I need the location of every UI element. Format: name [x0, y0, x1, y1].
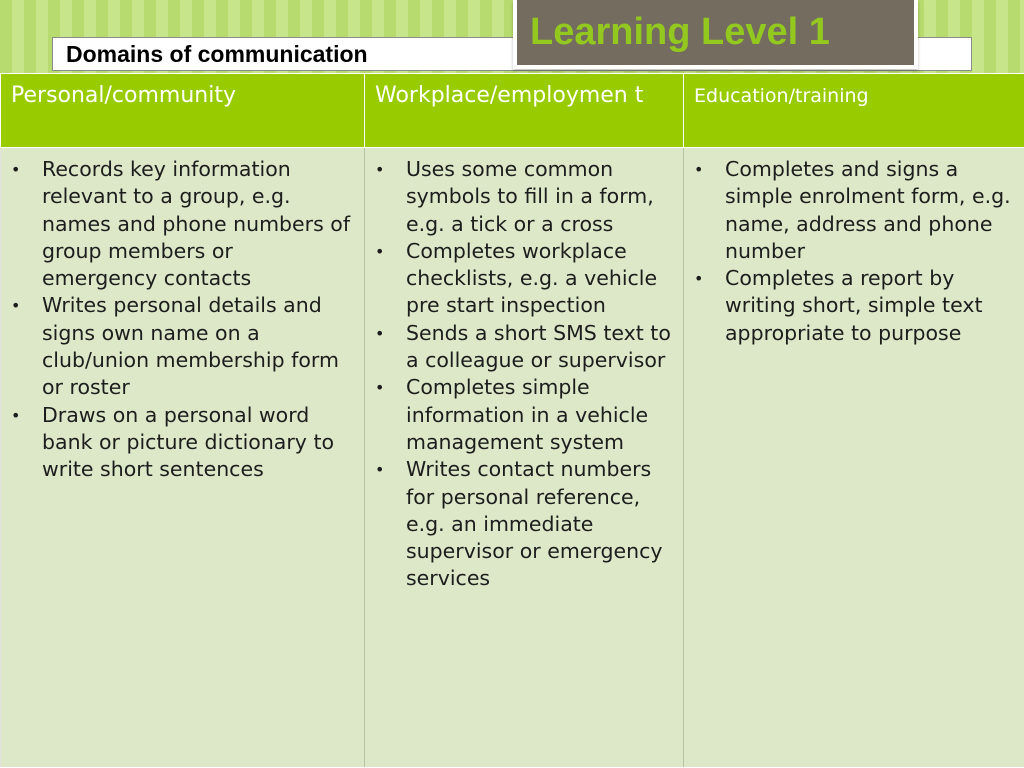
bullet-list-personal [9, 156, 354, 484]
bullet-list-education [692, 156, 1014, 347]
cell-education-training [684, 148, 1024, 768]
slide-subtitle: Domains of communication [66, 41, 368, 67]
list-item: • Uses some common symbols to fill in a form, e.g. a tick or a cross [373, 156, 673, 238]
header-education-training: Education/training [684, 74, 1024, 148]
table-header-row [1, 74, 1024, 148]
list-item: • Writes contact numbers for personal reference, e.g. an immediate supervisor or emergency services [373, 456, 673, 592]
slide-title: Learning Level 1 [530, 11, 830, 53]
cell-personal-community [1, 148, 365, 768]
cell-workplace-employment [365, 148, 684, 768]
domains-table [0, 73, 1024, 768]
list-item: • Completes and signs a simple enrolment form, e.g. name, address and phone number [692, 156, 1014, 265]
list-item: • Sends a short SMS text to a colleague or supervisor [373, 320, 673, 375]
table-row [1, 148, 1024, 768]
list-item: • Writes personal details and signs own name on a club/union membership form or roster [9, 292, 354, 401]
list-item: • Completes simple information in a vehicle management system [373, 374, 673, 456]
list-item: • Records key information relevant to a group, e.g. names and phone numbers of group members or emergency contacts [9, 156, 354, 292]
list-item: • Completes workplace checklists, e.g. a vehicle pre start inspection [373, 238, 673, 320]
list-item: • Draws on a personal word bank or picture dictionary to write short sentences [9, 402, 354, 484]
list-item: • Completes a report by writing short, simple text appropriate to purpose [692, 265, 1014, 347]
header-personal-community: Personal/community [1, 74, 365, 148]
header-workplace-employment: Workplace/employmen t [365, 74, 684, 148]
bullet-list-workplace [373, 156, 673, 593]
